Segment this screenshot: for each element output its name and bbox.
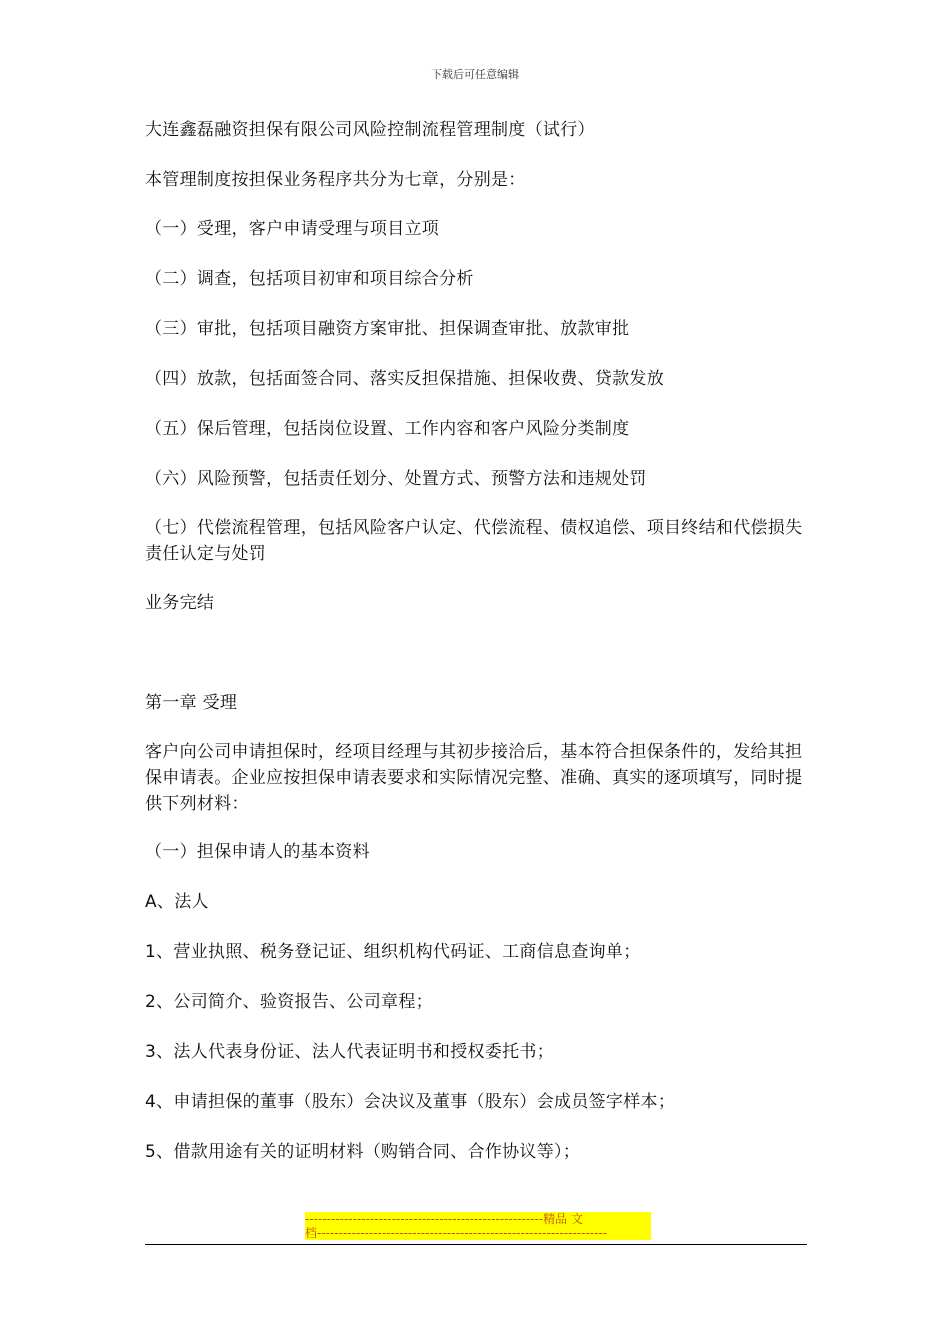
chapter-list-item: （三）审批，包括项目融资方案审批、担保调查审批、放款审批 (145, 319, 630, 339)
material-item: 4、申请担保的董事（股东）会决议及董事（股东）会成员签字样本； (145, 1092, 676, 1112)
chapter-list-item: （五）保后管理，包括岗位设置、工作内容和客户风险分类制度 (145, 419, 630, 439)
subsection-heading: A、法人 (145, 892, 209, 912)
chapter-list-item: （一）受理，客户申请受理与项目立项 (145, 219, 440, 239)
chapter-list-item: （七）代偿流程管理，包括风险客户认定、代偿流程、债权追偿、项目终结和代偿损失责任认定与处罚 (145, 518, 803, 564)
business-end-text: 业务完结 (145, 593, 215, 613)
chapter-list-item: （六）风险预警，包括责任划分、处置方式、预警方法和违规处罚 (145, 469, 647, 489)
footer-divider (145, 1244, 807, 1245)
chapter1-heading: 第一章 受理 (145, 693, 238, 713)
chapter1-paragraph: 客户向公司申请担保时，经项目经理与其初步接洽后，基本符合担保条件的，发给其担保申请表。企业应按担保申请表要求和实际情况完整、准确、真实的逐项填写，同时提供下列材料： (145, 742, 803, 814)
material-item: 5、借款用途有关的证明材料（购销合同、合作协议等）； (145, 1142, 581, 1162)
footer-watermark (305, 1212, 651, 1240)
header-note: 下载后可任意编辑 (431, 68, 519, 81)
footer-line-1: -------------------------------------------------------精品 文 (305, 1212, 583, 1226)
material-item: 1、营业执照、税务登记证、组织机构代码证、工商信息查询单； (145, 942, 641, 962)
section-heading: （一）担保申请人的基本资料 (145, 842, 370, 862)
chapter-list-item: （二）调查，包括项目初审和项目综合分析 (145, 269, 474, 289)
material-item: 2、公司简介、验资报告、公司章程； (145, 992, 433, 1012)
material-item: 3、法人代表身份证、法人代表证明书和授权委托书； (145, 1042, 555, 1062)
chapter-list-item: （四）放款，包括面签合同、落实反担保措施、担保收费、贷款发放 (145, 369, 664, 389)
document-title: 大连鑫磊融资担保有限公司风险控制流程管理制度（试行） (145, 120, 595, 140)
footer-line-2: 档------------------------------------------------------------------- (305, 1226, 608, 1240)
intro-paragraph: 本管理制度按担保业务程序共分为七章，分别是： (145, 170, 526, 190)
